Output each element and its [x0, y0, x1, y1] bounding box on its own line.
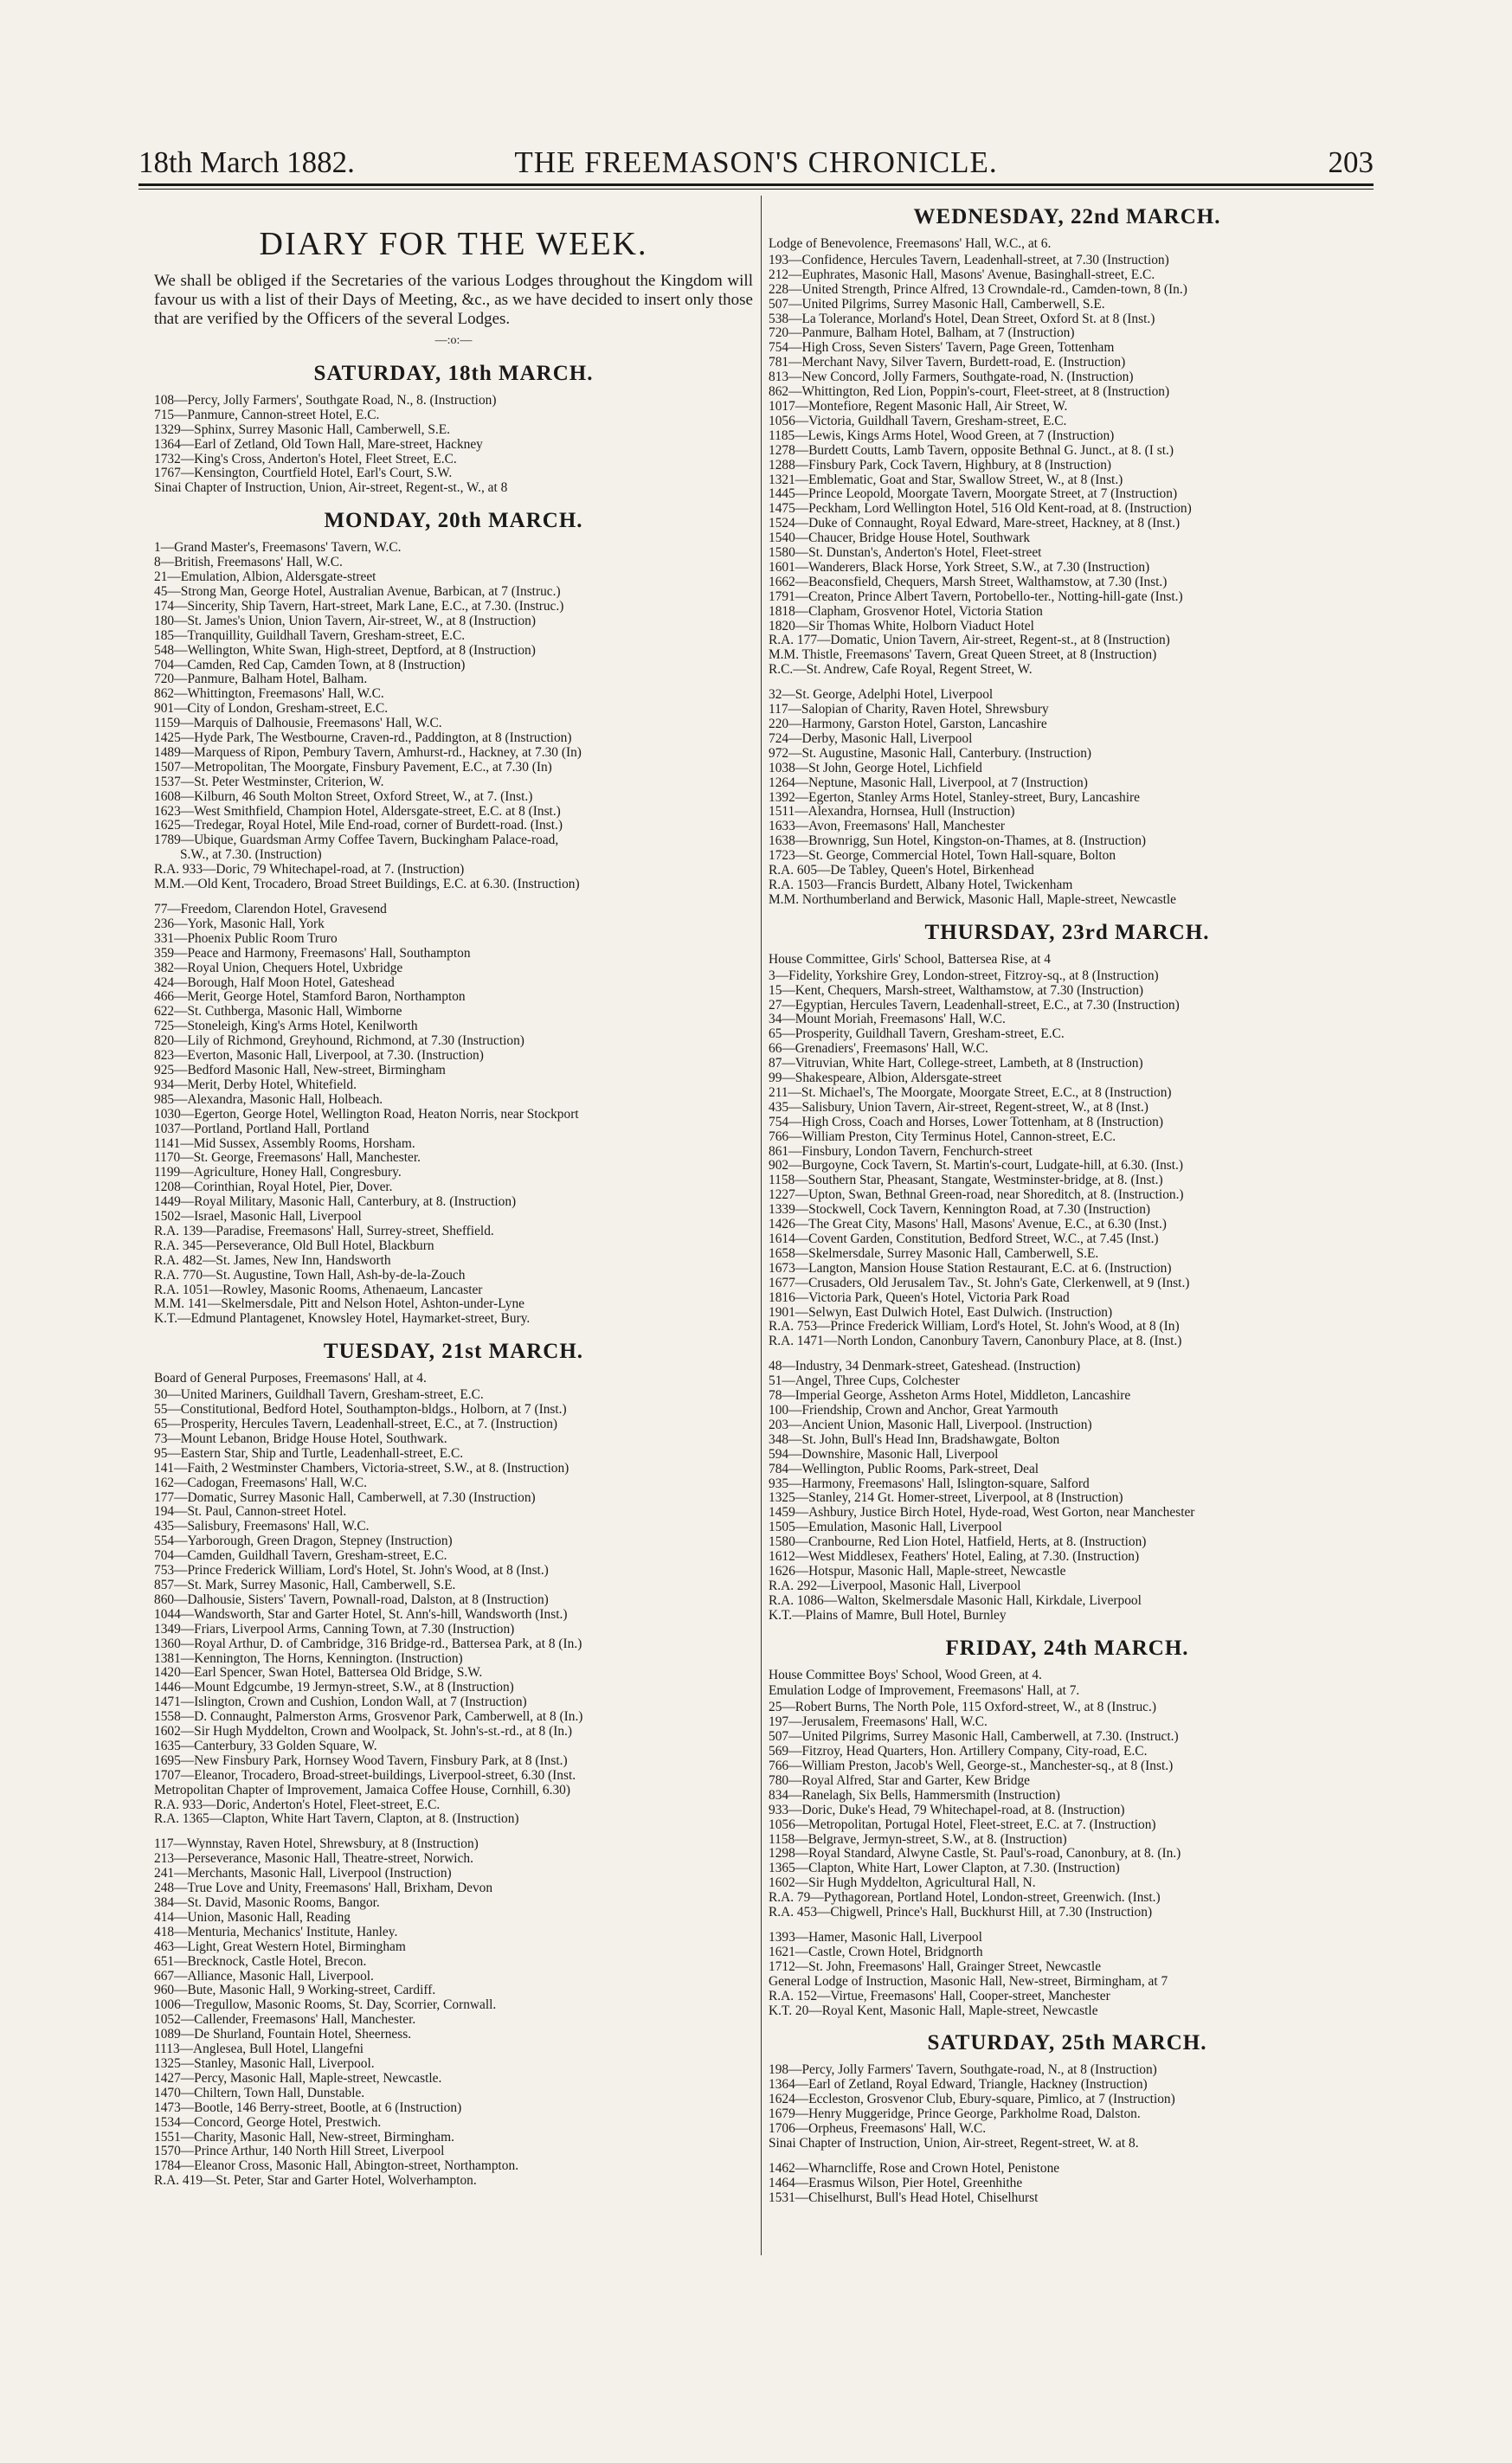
lodge-entry: R.A. 753—Prince Frederick William, Lord's Hotel, St. John's Wood, at 8 (In): [769, 1320, 1180, 1334]
lodge-entry: R.A. 605—De Tabley, Queen's Hotel, Birkenhead: [769, 864, 1034, 878]
day-heading-thursday: THURSDAY, 23rd MARCH.: [924, 920, 1210, 944]
group-gap: [769, 1349, 1366, 1360]
lodge-entry: 1767—Kensington, Courtfield Hotel, Earl's Court, S.W.: [154, 466, 453, 481]
lodge-entry: R.A. 933—Doric, Anderton's Hotel, Fleet-street, E.C.: [154, 1797, 441, 1812]
lodge-entry: 1707—Eleanor, Trocadero, Broad-street-buildings, Liverpool-street, 6.30 (Inst.: [154, 1768, 576, 1783]
lodge-entry: 1531—Chiselhurst, Bull's Head Hotel, Chiselhurst: [769, 2190, 1039, 2205]
lodge-entry: 1329—Sphinx, Surrey Masonic Hall, Camberwell, S.E.: [154, 422, 450, 437]
right-sections: [769, 204, 1366, 2206]
lodge-entry: 1170—St. George, Freemasons' Hall, Manchester.: [154, 1151, 421, 1166]
lodge-entry: 1199—Agriculture, Honey Hall, Congresbury.: [154, 1166, 402, 1180]
lodge-entry: 1475—Peckham, Lord Wellington Hotel, 516 Old Kent-road, at 8. (Instruction): [769, 502, 1192, 517]
lodge-entry: R.A. 1086—Walton, Skelmersdale Masonic Hall, Kirkdale, Liverpool: [769, 1593, 1142, 1608]
lodge-entry: 1426—The Great City, Masons' Hall, Masons' Avenue, E.C., at 6.30 (Inst.): [769, 1218, 1167, 1232]
lodge-entry: 1030—Egerton, George Hotel, Wellington Road, Heaton Norris, near Stockport: [154, 1107, 579, 1122]
lodge-entry: M.M. Thistle, Freemasons' Tavern, Great Queen Street, at 8 (Instruction): [769, 648, 1157, 663]
lodge-entry: R.A. 453—Chigwell, Prince's Hall, Buckhurst Hill, at 7.30 (Instruction): [769, 1906, 1153, 1920]
lodge-entry: 45—Strong Man, George Hotel, Australian Avenue, Barbican, at 7 (Instruc.): [154, 584, 561, 599]
lodge-entry: 382—Royal Union, Chequers Hotel, Uxbridge: [154, 961, 403, 975]
lodge-entry: 1056—Metropolitan, Portugal Hotel, Fleet-street, E.C. at 7. (Instruction): [769, 1817, 1156, 1832]
lodge-entry: 1459—Ashbury, Justice Birch Hotel, Hyde-road, West Gorton, near Manchester: [769, 1506, 1195, 1521]
intro-paragraph: We shall be obliged if the Secretaries of the various Lodges throughout the Kingdom will favour us with a list of their Days of Meeting, &c., as we have decided to insert only those that are verified by the Officers of the several Lodges.: [154, 272, 753, 328]
lodge-entry: 933—Doric, Duke's Head, 79 Whitechapel-road, at 8. (Instruction): [769, 1803, 1125, 1817]
lodge-entry: K.T. 20—Royal Kent, Masonic Hall, Maple-street, Newcastle: [769, 2003, 1098, 2018]
lodge-entry: R.A. 482—St. James, New Inn, Handsworth: [154, 1253, 391, 1268]
lodge-entry: 834—Ranelagh, Six Bells, Hammersmith (Instruction): [769, 1788, 1060, 1803]
lodge-entry: 174—Sincerity, Ship Tavern, Hart-street, Mark Lane, E.C., at 7.30. (Instruc.): [154, 599, 564, 614]
lodge-entry: 1278—Burdett Coutts, Lamb Tavern, opposite Bethnal G. Junct., at 8. (I st.): [769, 443, 1174, 458]
lodge-entry: 724—Derby, Masonic Hall, Liverpool: [769, 731, 973, 746]
lodge-entry: R.A. 139—Paradise, Freemasons' Hall, Surrey-street, Sheffield.: [154, 1224, 494, 1238]
lodge-entry: 823—Everton, Masonic Hall, Liverpool, at 7.30. (Instruction): [154, 1049, 484, 1064]
page-number: 203: [1328, 145, 1374, 179]
publication-title: THE FREEMASON'S CHRONICLE.: [514, 145, 998, 179]
lodge-entry: 784—Wellington, Public Rooms, Park-street, Deal: [769, 1462, 1039, 1476]
lodge-entry: 1158—Belgrave, Jermyn-street, S.W., at 8. (Instruction): [769, 1832, 1067, 1847]
separator: —:o:—: [434, 334, 473, 347]
lodge-entry: 1017—Montefiore, Regent Masonic Hall, Air Street, W.: [769, 399, 1068, 414]
lodge-entry: R.A. 1365—Clapton, White Hart Tavern, Clapton, at 8. (Instruction): [154, 1812, 519, 1827]
lodge-entry: 213—Perseverance, Masonic Hall, Theatre-street, Norwich.: [154, 1852, 473, 1867]
lodge-entry: 65—Prosperity, Guildhall Tavern, Gresham-street, E.C.: [769, 1027, 1065, 1042]
lodge-entry: 1349—Friars, Liverpool Arms, Canning Town, at 7.30 (Instruction): [154, 1622, 515, 1637]
lodge-entry: 985—Alexandra, Masonic Hall, Holbeach.: [154, 1092, 383, 1107]
lodge-entry: 21—Emulation, Albion, Aldersgate-street: [154, 570, 376, 585]
right-column: [769, 201, 1366, 2206]
lodge-entry: 211—St. Michael's, The Moorgate, Moorgate Street, E.C., at 8 (Instruction): [769, 1085, 1172, 1100]
group-gap: [769, 2151, 1366, 2162]
lodge-entry: 715—Panmure, Cannon-street Hotel, E.C.: [154, 408, 380, 422]
lodge-entry: 1470—Chiltern, Town Hall, Dunstable.: [154, 2086, 365, 2100]
lodge-entry: 1677—Crusaders, Old Jerusalem Tav., St. John's Gate, Clerkenwell, at 9 (Inst.): [769, 1276, 1190, 1290]
lodge-entry: 781—Merchant Navy, Silver Tavern, Burdett-road, E. (Instruction): [769, 356, 1126, 370]
group-gap: [154, 892, 753, 903]
lodge-entry: 162—Cadogan, Freemasons' Hall, W.C.: [154, 1476, 368, 1490]
lodge-entry: 704—Camden, Guildhall Tavern, Gresham-street, E.C.: [154, 1549, 447, 1564]
lodge-entry: 935—Harmony, Freemasons' Hall, Islington-square, Salford: [769, 1476, 1090, 1491]
lodge-entry: R.C.—St. Andrew, Cafe Royal, Regent Street, W.: [769, 663, 1033, 678]
lodge-entry: R.A. 345—Perseverance, Old Bull Hotel, Blackburn: [154, 1238, 434, 1253]
lodge-entry: R.A. 292—Liverpool, Masonic Hall, Liverpool: [769, 1579, 1021, 1593]
lodge-entry: 1208—Corinthian, Royal Hotel, Pier, Dover.: [154, 1180, 393, 1195]
lodge-entry: 1037—Portland, Portland Hall, Portland: [154, 1122, 370, 1136]
lodge-entry: 860—Dalhousie, Sisters' Tavern, Pownall-road, Dalston, at 8 (Instruction): [154, 1592, 549, 1607]
lodge-entry: 1462—Wharncliffe, Rose and Crown Hotel, Penistone: [769, 2161, 1060, 2176]
lodge-entry: 1816—Victoria Park, Queen's Hotel, Victoria Park Road: [769, 1290, 1070, 1305]
lodge-entry: 1524—Duke of Connaught, Royal Edward, Mare-street, Hackney, at 8 (Inst.): [769, 517, 1181, 531]
day-heading-friday: FRIDAY, 24th MARCH.: [945, 1636, 1189, 1660]
lodge-entry: R.A. 933—Doric, 79 Whitechapel-road, at 7. (Instruction): [154, 863, 465, 878]
lodge-entry: 435—Salisbury, Union Tavern, Air-street, Regent-street, W., at 8 (Inst.): [769, 1100, 1148, 1115]
lodge-entry: 569—Fitzroy, Head Quarters, Hon. Artillery Company, City-road, E.C.: [769, 1745, 1148, 1759]
lodge-entry: 1392—Egerton, Stanley Arms Hotel, Stanley-street, Bury, Lancashire: [769, 790, 1140, 805]
lodge-entry: R.A. 1503—Francis Burdett, Albany Hotel, Twickenham: [769, 878, 1073, 892]
lodge-entry: 972—St. Augustine, Masonic Hall, Canterbury. (Instruction): [769, 746, 1092, 761]
lodge-entry: 1006—Tregullow, Masonic Rooms, St. Day, Scorrier, Cornwall.: [154, 1998, 497, 2013]
lodge-entry: R.A. 770—St. Augustine, Town Hall, Ash-by-de-la-Zouch: [154, 1268, 466, 1283]
lodge-entry: 861—Finsbury, London Tavern, Fenchurch-street: [769, 1144, 1033, 1159]
diary-title: DIARY FOR THE WEEK.: [259, 226, 648, 262]
lodge-entry: 435—Salisbury, Freemasons' Hall, W.C.: [154, 1520, 370, 1534]
lodge-entry: 141—Faith, 2 Westminster Chambers, Victoria-street, S.W., at 8. (Instruction): [154, 1461, 569, 1476]
lodge-entry: 1635—Canterbury, 33 Golden Square, W.: [154, 1739, 377, 1753]
meeting-notice: Lodge of Benevolence, Freemasons' Hall, W.C., at 6.: [769, 237, 1052, 251]
day-heading-tuesday: TUESDAY, 21st MARCH.: [323, 1340, 584, 1364]
lodge-entry: 1791—Creaton, Prince Albert Tavern, Portobello-ter., Notting-hill-gate (Inst.): [769, 589, 1183, 604]
lodge-entry: 100—Friendship, Crown and Anchor, Great Yarmouth: [769, 1403, 1058, 1418]
lodge-entry: 1264—Neptune, Masonic Hall, Liverpool, at 7 (Instruction): [769, 775, 1088, 790]
lodge-entry: 720—Panmure, Balham Hotel, Balham, at 7 (Instruction): [769, 326, 1075, 341]
lodge-entry: 1464—Erasmus Wilson, Pier Hotel, Greenhithe: [769, 2176, 1023, 2190]
masthead-rule-thin: [138, 189, 1374, 190]
lodge-entry: 1038—St John, George Hotel, Lichfield: [769, 761, 982, 775]
lodge-entry: R.A. 1471—North London, Canonbury Tavern, Canonbury Place, at 8. (Inst.): [769, 1334, 1182, 1349]
lodge-entry: Sinai Chapter of Instruction, Union, Air-street, Regent-st., W., at 8: [154, 481, 508, 496]
column-divider: [761, 196, 762, 2255]
lodge-entry: 1505—Emulation, Masonic Hall, Liverpool: [769, 1521, 1002, 1535]
lodge-entry: 667—Alliance, Masonic Hall, Liverpool.: [154, 1969, 374, 1984]
lodge-entry: 1473—Bootle, 146 Berry-street, Bootle, at 6 (Instruction): [154, 2100, 462, 2115]
lodge-entry: 1621—Castle, Crown Hotel, Bridgnorth: [769, 1945, 983, 1959]
lodge-entry: 117—Wynnstay, Raven Hotel, Shrewsbury, at 8 (Instruction): [154, 1837, 479, 1852]
lodge-entry: R.A. 152—Virtue, Freemasons' Hall, Cooper-street, Manchester: [769, 1989, 1110, 2003]
lodge-entry: 813—New Concord, Jolly Farmers, Southgate-road, N. (Instruction): [769, 370, 1134, 385]
lodge-entry: 30—United Mariners, Guildhall Tavern, Gresham-street, E.C.: [154, 1388, 484, 1403]
lodge-entry: 1901—Selwyn, East Dulwich Hotel, East Dulwich. (Instruction): [769, 1305, 1113, 1320]
lodge-entry: 1723—St. George, Commercial Hotel, Town Hall-square, Bolton: [769, 849, 1116, 864]
lodge-entry: 1393—Hamer, Masonic Hall, Liverpool: [769, 1930, 982, 1945]
lodge-entry: 1540—Chaucer, Bridge House Hotel, Southwark: [769, 531, 1031, 546]
lodge-entry: 180—St. James's Union, Union Tavern, Air-street, W., at 8 (Instruction): [154, 614, 536, 628]
lodge-entry: 1662—Beaconsfield, Chequers, Marsh Street, Walthamstow, at 7.30 (Inst.): [769, 575, 1168, 589]
lodge-entry: 51—Angel, Three Cups, Colchester: [769, 1374, 960, 1389]
lodge-entry: 331—Phoenix Public Room Truro: [154, 931, 338, 946]
lodge-entry: M.M. Northumberland and Berwick, Masonic Hall, Maple-street, Newcastle: [769, 892, 1176, 907]
lodge-entry: 1534—Concord, George Hotel, Prestwich.: [154, 2115, 382, 2130]
lodge-entry: 622—St. Cuthberga, Masonic Hall, Wimborne: [154, 1005, 402, 1019]
lodge-entry: 1712—St. John, Freemasons' Hall, Grainger Street, Newcastle: [769, 1959, 1102, 1974]
lodge-entry: 1612—West Middlesex, Feathers' Hotel, Ealing, at 7.30. (Instruction): [769, 1550, 1140, 1565]
lodge-entry: 934—Merit, Derby Hotel, Whitefield.: [154, 1077, 357, 1092]
lodge-entry: 1580—St. Dunstan's, Anderton's Hotel, Fleet-street: [769, 546, 1042, 561]
lodge-entry: 1325—Stanley, Masonic Hall, Liverpool.: [154, 2056, 375, 2071]
lodge-entry: 3—Fidelity, Yorkshire Grey, London-street, Fitzroy-sq., at 8 (Instruction): [769, 968, 1159, 983]
lodge-entry: 1623—West Smithfield, Champion Hotel, Aldersgate-street, E.C. at 8 (Inst.): [154, 804, 561, 819]
lodge-entry: 1818—Clapham, Grosvenor Hotel, Victoria Station: [769, 604, 1043, 619]
lodge-entry: 1626—Hotspur, Masonic Hall, Maple-street, Newcastle: [769, 1564, 1066, 1579]
lodge-entry: 424—Borough, Half Moon Hotel, Gateshead: [154, 975, 395, 990]
lodge-entry: 73—Mount Lebanon, Bridge House Hotel, Southwark.: [154, 1431, 447, 1446]
left-sections: [154, 361, 753, 2189]
day-heading-saturday: SATURDAY, 25th MARCH.: [927, 2031, 1207, 2055]
lodge-entry: 1489—Marquess of Ripon, Pembury Tavern, Amhurst-rd., Hackney, at 7.30 (In): [154, 745, 582, 760]
lodge-entry: 1044—Wandsworth, Star and Garter Hotel, St. Ann's-hill, Wandsworth (Inst.): [154, 1607, 568, 1622]
lodge-entry: 1507—Metropolitan, The Moorgate, Finsbury Pavement, E.C., at 7.30 (In): [154, 760, 552, 775]
lodge-entry: 1427—Percy, Masonic Hall, Maple-street, Newcastle.: [154, 2071, 442, 2086]
lodge-entry: 1325—Stanley, 214 Gt. Homer-street, Liverpool, at 8 (Instruction): [769, 1491, 1123, 1506]
lodge-entry: 1625—Tredegar, Royal Hotel, Mile End-road, corner of Burdett-road. (Inst.): [154, 819, 563, 833]
lodge-entry: 248—True Love and Unity, Freemasons' Hall, Brixham, Devon: [154, 1881, 493, 1896]
lodge-entry: 1339—Stockwell, Cock Tavern, Kennington Road, at 7.30 (Instruction): [769, 1203, 1151, 1218]
lodge-entry: 960—Bute, Masonic Hall, 9 Working-street, Cardiff.: [154, 1984, 436, 1998]
lodge-entry: 1141—Mid Sussex, Assembly Rooms, Horsham.: [154, 1136, 415, 1151]
lodge-entry: 1360—Royal Arthur, D. of Cambridge, 316 Bridge-rd., Battersea Park, at 8 (In.): [154, 1637, 582, 1651]
lodge-entry: 507—United Pilgrims, Surrey Masonic Hall, Camberwell, S.E.: [769, 297, 1105, 312]
lodge-entry: 1158—Southern Star, Pheasant, Stangate, Westminster-bridge, at 8. (Inst.): [769, 1174, 1163, 1188]
lodge-entry: R.A. 79—Pythagorean, Portland Hotel, London-street, Greenwich. (Inst.): [769, 1891, 1161, 1906]
lodge-entry: 1580—Cranbourne, Red Lion Hotel, Hatfield, Herts, at 8. (Instruction): [769, 1535, 1147, 1550]
lodge-entry: R.A. 177—Domatic, Union Tavern, Air-street, Regent-st., at 8 (Instruction): [769, 633, 1170, 648]
lodge-entry: 925—Bedford Masonic Hall, New-street, Birmingham: [154, 1063, 446, 1077]
lodge-entry: 1638—Brownrigg, Sun Hotel, Kingston-on-Thames, at 8. (Instruction): [769, 834, 1147, 849]
lodge-entry: 862—Whittington, Red Lion, Poppin's-court, Fleet-street, at 8 (Instruction): [769, 385, 1170, 400]
lodge-entry: 108—Percy, Jolly Farmers', Southgate Road, N., 8. (Instruction): [154, 393, 497, 408]
lodge-entry: 1602—Sir Hugh Myddelton, Agricultural Hall, N.: [769, 1876, 1036, 1891]
lodge-entry: 1695—New Finsbury Park, Hornsey Wood Tavern, Finsbury Park, at 8 (Inst.): [154, 1753, 568, 1768]
lodge-entry: 1673—Langton, Mansion House Station Restaurant, E.C. at 6. (Instruction): [769, 1261, 1172, 1276]
lodge-entry: 203—Ancient Union, Masonic Hall, Liverpool. (Instruction): [769, 1418, 1092, 1432]
lodge-entry: 15—Kent, Chequers, Marsh-street, Walthamstow, at 7.30 (Instruction): [769, 983, 1144, 998]
lodge-entry: 25—Robert Burns, The North Pole, 115 Oxford-street, W., at 8 (Instruc.): [769, 1701, 1156, 1715]
left-column: [154, 201, 753, 2189]
lodge-entry: 241—Merchants, Masonic Hall, Liverpool (Instruction): [154, 1867, 452, 1881]
lodge-entry: 212—Euphrates, Masonic Hall, Masons' Avenue, Basinghall-street, E.C.: [769, 267, 1155, 282]
lodge-entry: 901—City of London, Gresham-street, E.C.: [154, 702, 389, 717]
lodge-entry: 78—Imperial George, Assheton Arms Hotel, Middleton, Lancashire: [769, 1389, 1131, 1404]
lodge-entry: 780—Royal Alfred, Star and Garter, Kew Bridge: [769, 1773, 1030, 1788]
lodge-entry: 1558—D. Connaught, Palmerston Arms, Grosvenor Park, Camberwell, at 8 (In.): [154, 1710, 583, 1725]
lodge-entry: M.M. 141—Skelmersdale, Pitt and Nelson Hotel, Ashton-under-Lyne: [154, 1297, 525, 1312]
lodge-entry: R.A. 419—St. Peter, Star and Garter Hotel, Wolverhampton.: [154, 2174, 477, 2189]
lodge-entry: 466—Merit, George Hotel, Stamford Baron, Northampton: [154, 990, 466, 1005]
masthead-rule: [138, 183, 1374, 186]
lodge-entry: 1159—Marquis of Dalhousie, Freemasons' Hall, W.C.: [154, 717, 442, 731]
lodge-entry: 1551—Charity, Masonic Hall, New-street, Birmingham.: [154, 2130, 454, 2145]
lodge-entry: 754—High Cross, Seven Sisters' Tavern, Page Green, Tottenham: [769, 341, 1115, 356]
lodge-entry: 194—St. Paul, Cannon-street Hotel.: [154, 1505, 347, 1520]
lodge-entry: S.W., at 7.30. (Instruction): [180, 848, 322, 863]
lodge-entry: K.T.—Plains of Mamre, Bull Hotel, Burnley: [769, 1608, 1007, 1623]
lodge-entry: 1364—Earl of Zetland, Royal Edward, Triangle, Hackney (Instruction): [769, 2078, 1148, 2093]
lodge-entry: 1784—Eleanor Cross, Masonic Hall, Abington-street, Northampton.: [154, 2159, 519, 2174]
lodge-entry: 1471—Islington, Crown and Cushion, London Wall, at 7 (Instruction): [154, 1695, 527, 1710]
lodge-entry: 77—Freedom, Clarendon Hotel, Gravesend: [154, 903, 387, 916]
lodge-entry: 1288—Finsbury Park, Cock Tavern, Highbury, at 8 (Instruction): [769, 458, 1112, 473]
lodge-entry: 228—United Strength, Prince Alfred, 13 Crowndale-rd., Camden-town, 8 (In.): [769, 282, 1187, 297]
lodge-entry: K.T.—Edmund Plantagenet, Knowsley Hotel, Haymarket-street, Bury.: [154, 1312, 531, 1327]
lodge-entry: 754—High Cross, Coach and Horses, Lower Tottenham, at 8 (Instruction): [769, 1115, 1163, 1129]
lodge-entry: Metropolitan Chapter of Improvement, Jamaica Coffee House, Cornhill, 6.30): [154, 1783, 570, 1797]
lodge-entry: 753—Prince Frederick William, Lord's Hotel, St. John's Wood, at 8 (Inst.): [154, 1564, 549, 1579]
lodge-entry: 902—Burgoyne, Cock Tavern, St. Martin's-court, Ludgate-hill, at 6.30. (Inst.): [769, 1159, 1184, 1174]
lodge-entry: 720—Panmure, Balham Hotel, Balham.: [154, 672, 368, 687]
lodge-entry: 725—Stoneleigh, King's Arms Hotel, Kenilworth: [154, 1019, 418, 1034]
lodge-entry: 87—Vitruvian, White Hart, College-street, Lambeth, at 8 (Instruction): [769, 1057, 1143, 1071]
lodge-entry: 820—Lily of Richmond, Greyhound, Richmond, at 7.30 (Instruction): [154, 1034, 524, 1049]
lodge-entry: 384—St. David, Masonic Rooms, Bangor.: [154, 1896, 380, 1910]
meeting-notice: House Committee, Girls' School, Battersea Rise, at 4: [769, 952, 1051, 967]
lodge-entry: 1—Grand Master's, Freemasons' Tavern, W.C.: [154, 541, 402, 556]
lodge-entry: 220—Harmony, Garston Hotel, Garston, Lancashire: [769, 717, 1047, 731]
lodge-entry: General Lodge of Instruction, Masonic Hall, New-street, Birmingham, at 7: [769, 1974, 1168, 1989]
day-heading-saturday: SATURDAY, 18th MARCH.: [313, 361, 594, 385]
lodge-entry: M.M.—Old Kent, Trocadero, Broad Street Buildings, E.C. at 6.30. (Instruction): [154, 878, 580, 892]
meeting-notice: House Committee Boys' School, Wood Green, at 4.: [769, 1668, 1042, 1682]
lodge-entry: 34—Mount Moriah, Freemasons' Hall, W.C.: [769, 1013, 1006, 1027]
lodge-entry: 1449—Royal Military, Masonic Hall, Canterbury, at 8. (Instruction): [154, 1195, 517, 1210]
lodge-entry: 236—York, Masonic Hall, York: [154, 916, 325, 931]
lodge-entry: 1446—Mount Edgcumbe, 19 Jermyn-street, S.W., at 8 (Instruction): [154, 1681, 514, 1695]
lodge-entry: 1537—St. Peter Westminster, Criterion, W.: [154, 775, 384, 789]
lodge-entry: 507—United Pilgrims, Surrey Masonic Hall, Camberwell, at 7.30. (Instruct.): [769, 1730, 1179, 1745]
lodge-entry: 651—Brecknock, Castle Hotel, Brecon.: [154, 1954, 367, 1969]
lodge-entry: 1633—Avon, Freemasons' Hall, Manchester: [769, 820, 1006, 834]
meeting-notice: Board of General Purposes, Freemasons' Hall, at 4.: [154, 1372, 427, 1386]
lodge-entry: 1425—Hyde Park, The Westbourne, Craven-rd., Paddington, at 8 (Instruction): [154, 731, 572, 746]
lodge-entry: 1089—De Shurland, Fountain Hotel, Sheerness.: [154, 2028, 412, 2042]
lodge-entry: 594—Downshire, Masonic Hall, Liverpool: [769, 1447, 999, 1462]
lodge-entry: 117—Salopian of Charity, Raven Hotel, Shrewsbury: [769, 703, 1049, 717]
lodge-entry: 65—Prosperity, Hercules Tavern, Leadenhall-street, E.C., at 7. (Instruction): [154, 1418, 558, 1431]
lodge-entry: 704—Camden, Red Cap, Camden Town, at 8 (Instruction): [154, 658, 466, 672]
lodge-entry: 1511—Alexandra, Hornsea, Hull (Instruction): [769, 805, 1015, 820]
lodge-entry: 1420—Earl Spencer, Swan Hotel, Battersea Old Bridge, S.W.: [154, 1666, 483, 1681]
lodge-entry: 857—St. Mark, Surrey Masonic, Hall, Camberwell, S.E.: [154, 1578, 456, 1592]
lodge-entry: 348—St. John, Bull's Head Inn, Bradshawgate, Bolton: [769, 1432, 1060, 1447]
lodge-entry: 1658—Skelmersdale, Surrey Masonic Hall, Camberwell, S.E.: [769, 1246, 1099, 1261]
lodge-entry: 862—Whittington, Freemasons' Hall, W.C.: [154, 687, 384, 702]
lodge-entry: 1185—Lewis, Kings Arms Hotel, Wood Green, at 7 (Instruction): [769, 428, 1115, 443]
lodge-entry: 1570—Prince Arthur, 140 North Hill Street, Liverpool: [154, 2145, 445, 2159]
lodge-entry: 766—William Preston, Jacob's Well, George-st., Manchester-sq., at 8 (Inst.): [769, 1759, 1174, 1773]
group-gap: [769, 1920, 1366, 1931]
lodge-entry: 1321—Emblematic, Goat and Star, Swallow Street, W., at 8 (Inst.): [769, 473, 1123, 487]
lodge-entry: 32—St. George, Adelphi Hotel, Liverpool: [769, 688, 994, 703]
group-gap: [769, 678, 1366, 688]
issue-date: 18th March 1882.: [138, 145, 355, 179]
lodge-entry: R.A. 1051—Rowley, Masonic Rooms, Athenaeum, Lancaster: [154, 1283, 483, 1297]
lodge-entry: 197—Jerusalem, Freemasons' Hall, W.C.: [769, 1715, 988, 1730]
lodge-entry: 95—Eastern Star, Ship and Turtle, Leadenhall-street, E.C.: [154, 1446, 464, 1461]
lodge-entry: 1624—Eccleston, Grosvenor Club, Ebury-square, Pimlico, at 7 (Instruction): [769, 2093, 1175, 2107]
meeting-notice: Emulation Lodge of Improvement, Freemasons' Hall, at 7.: [769, 1684, 1080, 1699]
lodge-entry: 27—Egyptian, Hercules Tavern, Leadenhall-street, E.C., at 7.30 (Instruction): [769, 998, 1180, 1013]
lodge-entry: 1381—Kennington, The Horns, Kennington. (Instruction): [154, 1651, 463, 1666]
lodge-entry: 463—Light, Great Western Hotel, Birmingham: [154, 1939, 406, 1954]
day-heading-monday: MONDAY, 20th MARCH.: [324, 509, 583, 533]
lodge-entry: 1502—Israel, Masonic Hall, Liverpool: [154, 1210, 362, 1225]
lodge-entry: 1602—Sir Hugh Myddelton, Crown and Woolpack, St. John's-st.-rd., at 8 (In.): [154, 1725, 573, 1740]
day-heading-wednesday: WEDNESDAY, 22nd MARCH.: [913, 205, 1221, 228]
lodge-entry: 1445—Prince Leopold, Moorgate Tavern, Moorgate Street, at 7 (Instruction): [769, 487, 1178, 502]
lodge-entry: 1601—Wanderers, Black Horse, York Street, S.W., at 7.30 (Instruction): [769, 560, 1150, 575]
lodge-entry: 1732—King's Cross, Anderton's Hotel, Fleet Street, E.C.: [154, 452, 457, 466]
lodge-entry: 1706—Orpheus, Freemasons' Hall, W.C.: [769, 2122, 987, 2137]
lodge-entry: Sinai Chapter of Instruction, Union, Air-street, Regent-street, W. at 8.: [769, 2136, 1139, 2151]
lodge-entry: 1365—Clapton, White Hart, Lower Clapton, at 7.30. (Instruction): [769, 1862, 1120, 1876]
lodge-entry: 1364—Earl of Zetland, Old Town Hall, Mare-street, Hackney: [154, 437, 483, 452]
lodge-entry: 414—Union, Masonic Hall, Reading: [154, 1910, 351, 1925]
lodge-entry: 66—Grenadiers', Freemasons' Hall, W.C.: [769, 1042, 988, 1057]
lodge-entry: 185—Tranquillity, Guildhall Tavern, Gresham-street, E.C.: [154, 628, 466, 643]
lodge-entry: 177—Domatic, Surrey Masonic Hall, Camberwell, at 7.30 (Instruction): [154, 1490, 536, 1505]
lodge-entry: 193—Confidence, Hercules Tavern, Leadenhall-street, at 7.30 (Instruction): [769, 253, 1169, 267]
lodge-entry: 1789—Ubique, Guardsman Army Coffee Tavern, Buckingham Palace-road,: [154, 833, 559, 848]
lodge-entry: 1679—Henry Muggeridge, Prince George, Parkholme Road, Dalston.: [769, 2107, 1141, 2122]
lodge-entry: 55—Constitutional, Bedford Hotel, Southampton-bldgs., Holborn, at 7 (Inst.): [154, 1403, 567, 1418]
lodge-entry: 1820—Sir Thomas White, Holborn Viaduct Hotel: [769, 619, 1034, 633]
lodge-entry: 1298—Royal Standard, Alwyne Castle, St. Paul's-road, Canonbury, at 8. (In.): [769, 1847, 1181, 1862]
lodge-entry: 1227—Upton, Swan, Bethnal Green-road, near Shoreditch, at 8. (Instruction.): [769, 1188, 1184, 1203]
lodge-entry: 99—Shakespeare, Albion, Aldersgate-street: [769, 1071, 1002, 1086]
lodge-entry: 1608—Kilburn, 46 South Molton Street, Oxford Street, W., at 7. (Inst.): [154, 789, 533, 804]
group-gap: [154, 1827, 753, 1837]
lodge-entry: 766—William Preston, City Terminus Hotel, Cannon-street, E.C.: [769, 1129, 1116, 1144]
lodge-entry: 1113—Anglesea, Bull Hotel, Llangefni: [154, 2042, 364, 2057]
lodge-entry: 538—La Tolerance, Morland's Hotel, Dean Street, Oxford St. at 8 (Inst.): [769, 312, 1155, 326]
lodge-entry: 48—Industry, 34 Denmark-street, Gateshead. (Instruction): [769, 1360, 1081, 1374]
lodge-entry: 1614—Covent Garden, Constitution, Bedford Street, W.C., at 7.45 (Inst.): [769, 1232, 1159, 1246]
lodge-entry: 1056—Victoria, Guildhall Tavern, Gresham-street, E.C.: [769, 414, 1067, 428]
lodge-entry: 418—Menturia, Mechanics' Institute, Hanley.: [154, 1925, 398, 1939]
lodge-entry: 1052—Callender, Freemasons' Hall, Manchester.: [154, 2013, 416, 2028]
lodge-entry: 554—Yarborough, Green Dragon, Stepney (Instruction): [154, 1534, 453, 1549]
lodge-entry: 359—Peace and Harmony, Freemasons' Hall, Southampton: [154, 946, 471, 961]
lodge-entry: 198—Percy, Jolly Farmers' Tavern, Southgate-road, N., at 8 (Instruction): [769, 2063, 1157, 2078]
lodge-entry: 548—Wellington, White Swan, High-street, Deptford, at 8 (Instruction): [154, 643, 536, 658]
lodge-entry: 8—British, Freemasons' Hall, W.C.: [154, 556, 343, 570]
